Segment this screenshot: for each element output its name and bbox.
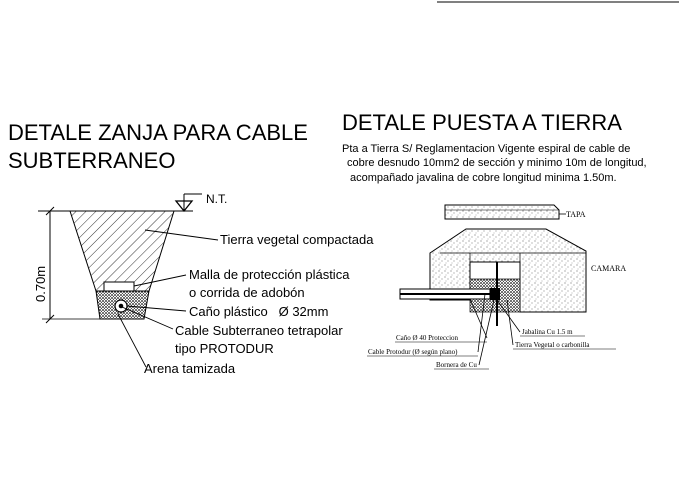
- label-lid: TAPA: [566, 210, 586, 219]
- left-title-line1: DETALE ZANJA PARA CABLE: [8, 120, 308, 145]
- depth-label: 0.70m: [33, 265, 48, 302]
- label-mesh-line1: Malla de protección plástica: [189, 267, 350, 282]
- label-topsoil: Tierra vegetal compactada: [220, 232, 374, 247]
- description-line3: acompañado javalina de cobre longitud minima 1.50m.: [350, 172, 617, 184]
- description-line1: Pta a Tierra S/ Reglamentacion Vigente espiral de cable de: [342, 143, 631, 155]
- label-chamber: CAMARA: [591, 264, 627, 273]
- leader-sand: [118, 314, 146, 367]
- label-mesh-line2: o corrida de adobón: [189, 285, 305, 300]
- trench-topsoil-fill: [70, 211, 174, 291]
- label-sand: Arena tamizada: [144, 361, 236, 376]
- label-soil: Tierra Vegetal o carbonilla: [515, 341, 590, 349]
- label-rod: Jabalina Cu 1.5 m: [522, 328, 573, 336]
- lid-slab: [445, 205, 559, 219]
- label-pipe: Caño plástico Ø 32mm: [189, 304, 329, 319]
- label-cable: Cable Protodur (Ø según plano): [368, 348, 458, 356]
- label-terminal: Bornera de Cu: [436, 361, 477, 369]
- label-pipe: Caño Ø 40 Proteccion: [396, 334, 459, 342]
- copper-terminal: [490, 288, 500, 300]
- right-title: DETALE PUESTA A TIERRA: [342, 110, 622, 135]
- label-cable-line1: Cable Subterraneo tetrapolar: [175, 323, 343, 338]
- nt-label: N.T.: [206, 192, 228, 206]
- description-line2: cobre desnudo 10mm2 de sección y minimo 10m de longitud,: [347, 157, 647, 169]
- protection-mesh: [104, 282, 134, 291]
- left-title-line2: SUBTERRANEO: [8, 148, 176, 173]
- label-cable-line2: tipo PROTODUR: [175, 341, 274, 356]
